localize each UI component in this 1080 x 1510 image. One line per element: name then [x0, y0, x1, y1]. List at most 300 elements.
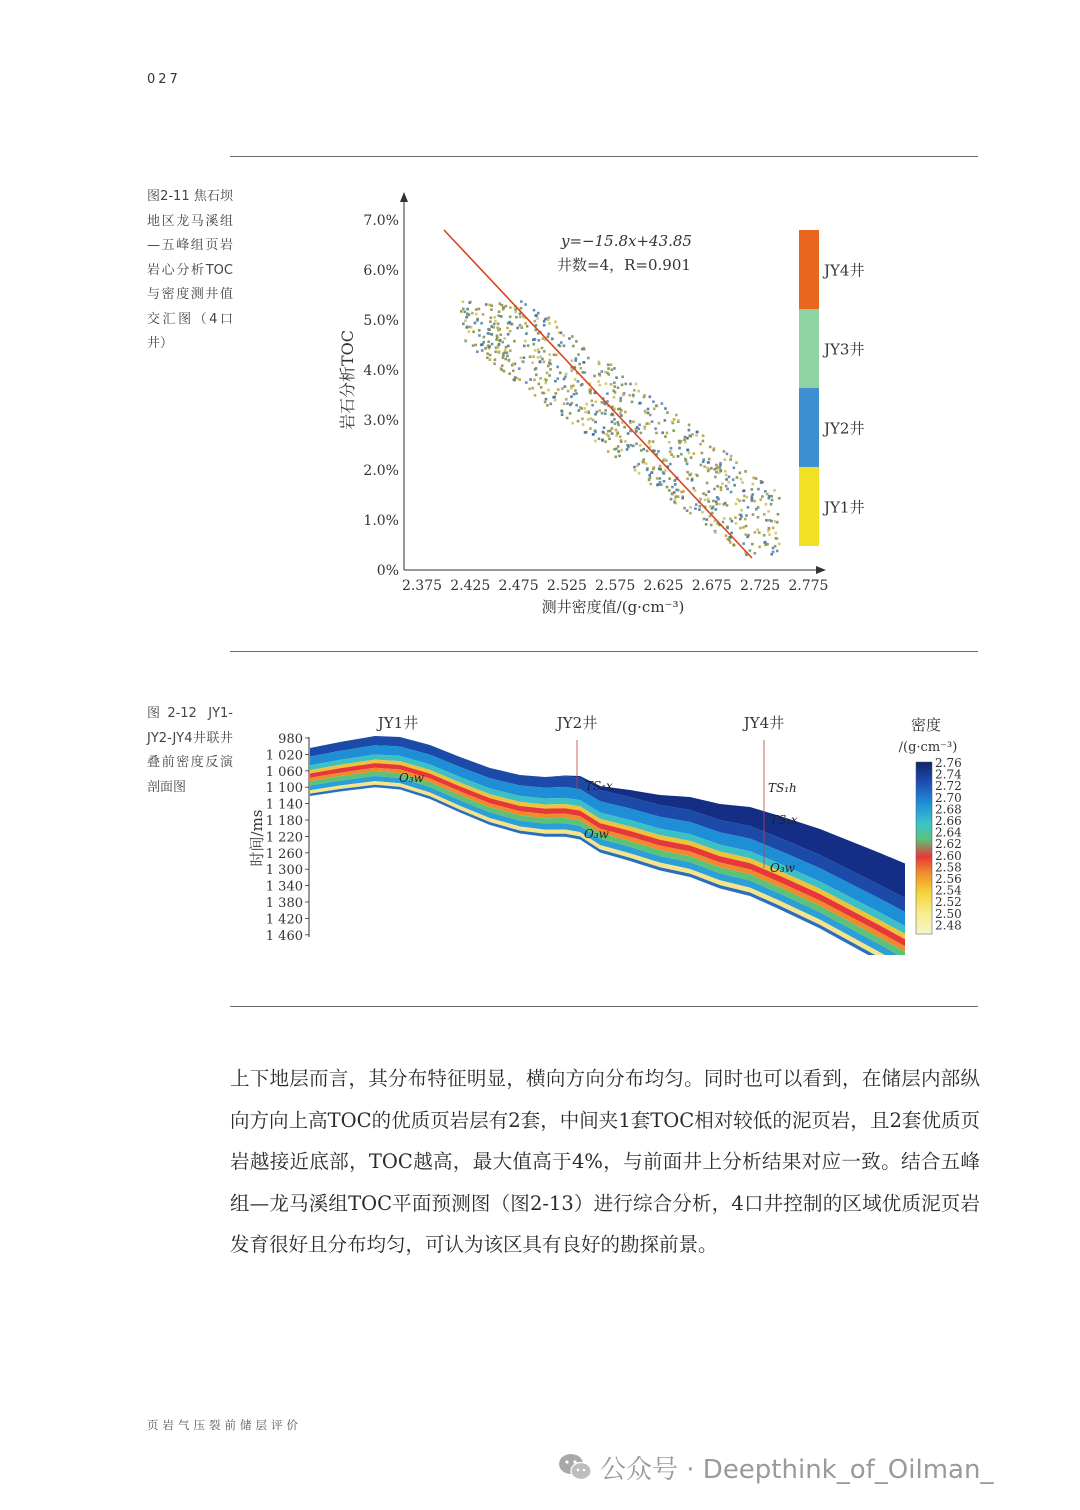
scatter-point: [460, 310, 463, 313]
fit-stats: 井数=4，R=0.901: [557, 256, 691, 274]
section-y-tick-label: 1 020: [265, 748, 303, 764]
colorbar-title: 密度: [910, 716, 942, 734]
colorbar-tick-label: 2.76: [935, 756, 962, 770]
section-y-tick-label: 1 340: [265, 879, 303, 895]
y-tick-label: 2.0%: [363, 463, 399, 479]
scatter-point: [620, 414, 623, 417]
scatter-point: [617, 445, 620, 448]
scatter-point: [658, 468, 661, 471]
scatter-point: [735, 522, 738, 525]
scatter-point: [715, 503, 718, 506]
scatter-point: [593, 375, 596, 378]
scatter-point: [620, 449, 623, 452]
scatter-point: [669, 450, 672, 453]
scatter-point: [574, 389, 577, 392]
scatter-point: [525, 381, 528, 384]
top-rule: [230, 156, 978, 157]
scatter-point: [688, 452, 691, 455]
scatter-point: [489, 354, 492, 357]
scatter-point: [740, 515, 743, 518]
scatter-point: [462, 301, 465, 304]
scatter-point: [563, 344, 566, 347]
scatter-point: [565, 398, 568, 401]
scatter-point: [732, 544, 735, 547]
scatter-point: [684, 436, 687, 439]
scatter-point: [701, 452, 704, 455]
colorbar-tick-label: 2.68: [935, 802, 962, 817]
scatter-point: [624, 383, 627, 386]
scatter-point: [757, 516, 760, 519]
scatter-point: [620, 409, 623, 412]
scatter-point: [572, 345, 575, 348]
scatter-point: [652, 400, 655, 403]
scatter-point: [632, 394, 635, 397]
scatter-point: [599, 384, 602, 387]
scatter-point: [686, 449, 689, 452]
horizon-label: O₃w: [770, 861, 795, 875]
scatter-point: [470, 326, 473, 329]
scatter-point: [573, 393, 576, 396]
scatter-point: [698, 508, 701, 511]
scatter-point: [486, 356, 489, 359]
scatter-point: [524, 303, 527, 306]
wechat-icon: [558, 1452, 592, 1482]
scatter-point: [497, 347, 500, 350]
scatter-point: [561, 410, 564, 413]
y-tick-label: 0%: [376, 563, 399, 579]
scatter-point: [684, 441, 687, 444]
scatter-point: [656, 484, 659, 487]
scatter-point: [617, 424, 620, 427]
scatter-point: [741, 481, 744, 484]
scatter-point: [623, 426, 626, 429]
scatter-point: [478, 329, 481, 332]
scatter-point: [531, 387, 534, 390]
scatter-point: [546, 335, 549, 338]
scatter-point: [774, 520, 777, 523]
scatter-point: [538, 339, 541, 342]
scatter-point: [670, 498, 673, 501]
scatter-point: [598, 361, 601, 364]
scatter-point: [569, 412, 572, 415]
scatter-point: [554, 380, 557, 383]
scatter-point: [615, 376, 618, 379]
scatter-point: [583, 407, 586, 410]
scatter-point: [632, 420, 635, 423]
scatter-point: [509, 306, 512, 309]
scatter-point: [770, 520, 773, 523]
scatter-point: [709, 505, 712, 508]
scatter-point: [682, 490, 685, 493]
scatter-point: [768, 528, 771, 531]
scatter-point: [720, 489, 723, 492]
scatter-point: [760, 480, 763, 483]
scatter-point: [535, 367, 538, 370]
scatter-point: [584, 431, 587, 434]
scatter-point: [584, 411, 587, 414]
scatter-point: [745, 514, 748, 517]
scatter-point: [614, 407, 617, 410]
scatter-point: [778, 543, 781, 546]
scatter-point: [730, 455, 733, 458]
scatter-point: [761, 495, 764, 498]
scatter-point: [626, 448, 629, 451]
scatter-point: [542, 337, 545, 340]
scatter-point: [718, 503, 721, 506]
scatter-point: [733, 484, 736, 487]
scatter-point: [678, 440, 681, 443]
scatter-point: [569, 404, 572, 407]
scatter-point: [478, 308, 481, 311]
scatter-point: [673, 455, 676, 458]
scatter-point: [511, 323, 514, 326]
scatter-point: [635, 383, 638, 386]
scatter-point: [505, 346, 508, 349]
scatter-point: [604, 440, 607, 443]
x-tick-label: 2.475: [498, 578, 539, 594]
y-tick-labels: [363, 213, 399, 579]
scatter-point: [715, 508, 718, 511]
well-label-jy2: JY2井: [556, 714, 598, 732]
scatter-point: [751, 497, 754, 500]
scatter-point: [654, 427, 657, 430]
scatter-point: [543, 361, 546, 364]
scatter-point: [674, 483, 677, 486]
scatter-point: [678, 447, 681, 450]
scatter-point: [468, 301, 471, 304]
scatter-point: [627, 446, 630, 449]
scatter-point: [633, 466, 636, 469]
scatter-point: [594, 400, 597, 403]
scatter-point: [666, 432, 669, 435]
scatter-point: [669, 463, 672, 466]
scatter-point: [474, 344, 477, 347]
scatter-point: [764, 490, 767, 493]
scatter-point: [464, 339, 467, 342]
scatter-point: [664, 407, 667, 410]
scatter-point: [582, 361, 585, 364]
scatter-point: [689, 506, 692, 509]
scatter-point: [670, 447, 673, 450]
scatter-point: [633, 389, 636, 392]
scatter-point: [519, 316, 522, 319]
scatter-point: [656, 477, 659, 480]
scatter-point: [476, 350, 479, 353]
scatter-point: [747, 506, 750, 509]
scatter-point: [601, 412, 604, 415]
scatter-point: [766, 493, 769, 496]
scatter-point: [580, 367, 583, 370]
scatter-point: [526, 325, 529, 328]
scatter-point: [686, 437, 689, 440]
scatter-point: [767, 510, 770, 513]
scatter-point: [706, 467, 709, 470]
scatter-point: [611, 413, 614, 416]
section-y-tick-label: 1 300: [265, 863, 303, 879]
scatter-point: [674, 479, 677, 482]
scatter-point: [520, 357, 523, 360]
scatter-point: [544, 318, 547, 321]
legend-swatch: [799, 388, 819, 467]
scatter-point: [759, 498, 762, 501]
scatter-point: [607, 363, 610, 366]
section-y-tick-label: 1 460: [265, 928, 303, 944]
scatter-point: [740, 478, 743, 481]
scatter-point: [634, 469, 637, 472]
scatter-point: [600, 401, 603, 404]
scatter-point: [568, 337, 571, 340]
scatter-point: [490, 333, 493, 336]
scatter-point: [629, 383, 632, 386]
scatter-point: [638, 472, 641, 475]
colorbar-tick-label: 2.64: [935, 825, 962, 840]
body-text: 上下地层而言，其分布特征明显，横向方向分布均匀。同时也可以看到，在储层内部纵向方向上高TOC的优质页岩层有2套，中间夹1套TOC相对较低的泥页岩，且2套优质页岩越接近底部，TOC越高，最大值高于4%，与前面井上分析结果对应一致。结合五峰组—龙马溪组TOC平面预测图（图2-13）进行综合分析，4口井控制的区域优质泥页岩发育很好且分布均匀，可认为该区具有良好的勘探前景。: [230, 1067, 980, 1256]
scatter-point: [546, 404, 549, 407]
section-y-tick-label: 1 380: [265, 896, 303, 911]
scatter-point: [544, 382, 547, 385]
scatter-point: [619, 400, 622, 403]
scatter-point: [765, 519, 768, 522]
scatter-point: [735, 461, 738, 464]
scatter-point: [502, 352, 505, 355]
y-axis-arrow: [400, 192, 408, 202]
scatter-point: [768, 533, 771, 536]
scatter-point: [736, 476, 739, 479]
scatter-point: [575, 392, 578, 395]
scatter-point: [493, 323, 496, 326]
scatter-point: [705, 494, 708, 497]
scatter-point: [607, 430, 610, 433]
scatter-point: [694, 489, 697, 492]
scatter-point: [619, 412, 622, 415]
scatter-point: [582, 371, 585, 374]
scatter-point: [726, 527, 729, 530]
scatter-point: [497, 314, 500, 317]
scatter-point: [642, 448, 645, 451]
scatter-point: [490, 308, 493, 311]
scatter-point: [696, 431, 699, 434]
scatter-point: [742, 490, 745, 493]
scatter-point: [498, 310, 501, 313]
scatter-point: [463, 310, 466, 313]
scatter-point: [562, 334, 565, 337]
scatter-point: [758, 546, 761, 549]
scatter-point: [547, 365, 550, 368]
scatter-point: [663, 480, 666, 483]
colorbar-unit: /(g·cm⁻³): [898, 740, 958, 755]
scatter-point: [589, 427, 592, 430]
scatter-point: [500, 315, 503, 318]
scatter-point: [770, 503, 773, 506]
scatter-point: [643, 427, 646, 430]
scatter-point: [525, 332, 528, 335]
scatter-point: [673, 418, 676, 421]
scatter-point: [497, 327, 500, 330]
scatter-point: [570, 395, 573, 398]
scatter-point: [776, 550, 779, 553]
scatter-point: [607, 367, 610, 370]
scatter-point: [690, 456, 693, 459]
scatter-point: [541, 392, 544, 395]
scatter-point: [603, 426, 606, 429]
scatter-point: [730, 532, 733, 535]
scatter-point: [668, 441, 671, 444]
scatter-point: [610, 383, 613, 386]
scatter-point: [728, 481, 731, 484]
scatter-point: [689, 512, 692, 515]
scatter-point: [665, 459, 668, 462]
scatter-point: [728, 539, 731, 542]
scatter-point: [729, 541, 732, 544]
scatter-point: [555, 392, 558, 395]
scatter-point: [548, 353, 551, 356]
scatter-point: [513, 340, 516, 343]
scatter-point: [577, 420, 580, 423]
scatter-point: [592, 419, 595, 422]
x-tick-label: 2.775: [788, 578, 829, 594]
y-tick-label: 5.0%: [363, 313, 399, 329]
scatter-point: [705, 523, 708, 526]
scatter-point: [493, 362, 496, 365]
scatter-point: [462, 308, 465, 311]
scatter-point: [539, 360, 542, 363]
scatter-point: [714, 476, 717, 479]
scatter-point: [504, 358, 507, 361]
scatter-point: [575, 340, 578, 343]
scatter-point: [739, 527, 742, 530]
scatter-point: [740, 509, 743, 512]
scatter-point: [686, 477, 689, 480]
scatter-point: [733, 467, 736, 470]
scatter-point: [504, 349, 507, 352]
scatter-point: [757, 488, 760, 491]
scatter-point: [704, 498, 707, 501]
scatter-point: [724, 458, 727, 461]
scatter-point: [529, 378, 532, 381]
scatter-point: [763, 513, 766, 516]
section-y-tick-label: 1 220: [265, 830, 303, 846]
y-tick-label: 4.0%: [363, 363, 399, 379]
legend-swatch: [799, 467, 819, 546]
density-section-bands: [310, 736, 905, 955]
scatter-point: [655, 404, 658, 407]
scatter-point: [729, 518, 732, 521]
scatter-point: [528, 388, 531, 391]
scatter-point: [583, 348, 586, 351]
scatter-point: [718, 471, 721, 474]
scatter-point: [742, 542, 745, 545]
scatter-point: [566, 417, 569, 420]
scatter-point: [497, 322, 500, 325]
legend-label: JY3井: [824, 340, 865, 359]
scatter-point: [707, 461, 710, 464]
scatter-point: [564, 385, 567, 388]
scatter-point: [509, 330, 512, 333]
scatter-point: [628, 394, 631, 397]
scatter-point: [613, 367, 616, 370]
scatter-point: [538, 383, 541, 386]
scatter-point: [515, 311, 518, 314]
colorbar-tick-label: 2.56: [935, 872, 962, 886]
scatter-point: [585, 403, 588, 406]
scatter-point: [648, 422, 651, 425]
scatter-point: [715, 464, 718, 467]
x-tick-label: 2.625: [643, 578, 684, 594]
scatter-point: [683, 438, 686, 441]
scatter-point: [663, 472, 666, 475]
section-y-tick-label: 1 420: [265, 912, 303, 928]
scatter-point: [729, 458, 732, 461]
colorbar-tick-label: 2.72: [935, 779, 962, 794]
scatter-point: [488, 345, 491, 348]
scatter-point: [464, 319, 467, 322]
scatter-point: [599, 374, 602, 377]
scatter-point: [610, 363, 613, 366]
scatter-point: [506, 327, 509, 330]
scatter-point: [613, 385, 616, 388]
scatter-point: [540, 386, 543, 389]
scatter-point: [535, 374, 538, 377]
x-axis-arrow: [816, 566, 826, 574]
scatter-point: [671, 421, 674, 424]
scatter-point: [657, 450, 660, 453]
scatter-point: [617, 386, 620, 389]
colorbar-tick-labels: [935, 756, 962, 932]
scatter-point: [703, 518, 706, 521]
scatter-point: [756, 528, 759, 531]
colorbar-tick-label: 2.54: [935, 883, 962, 898]
scatter-point: [622, 394, 625, 397]
scatter-point: [689, 435, 692, 438]
scatter-point: [621, 376, 624, 379]
scatter-point: [638, 423, 641, 426]
scatter-point: [648, 474, 651, 477]
scatter-point: [777, 513, 780, 516]
scatter-point: [734, 516, 737, 519]
scatter-point: [677, 495, 680, 498]
scatter-point: [587, 411, 590, 414]
scatter-point: [673, 491, 676, 494]
scatter-point: [509, 349, 512, 352]
scatter-point: [532, 343, 535, 346]
toc-density-scatter-chart: [330, 180, 890, 630]
scatter-point: [707, 500, 710, 503]
scatter-point: [674, 498, 677, 501]
scatter-point: [655, 432, 658, 435]
scatter-point: [494, 350, 497, 353]
scatter-point: [531, 361, 534, 364]
scatter-point: [575, 404, 578, 407]
scatter-point: [767, 497, 770, 500]
scatter-point: [660, 483, 663, 486]
scatter-point: [560, 332, 563, 335]
scatter-point: [677, 419, 680, 422]
legend-label: JY1井: [824, 498, 865, 517]
scatter-point: [499, 333, 502, 336]
scatter-point: [560, 341, 563, 344]
scatter-point: [596, 411, 599, 414]
scatter-point: [503, 337, 506, 340]
scatter-point: [644, 410, 647, 413]
scatter-point: [725, 478, 728, 481]
scatter-point: [493, 316, 496, 319]
scatter-point: [490, 325, 493, 328]
scatter-point: [771, 499, 774, 502]
scatter-point: [551, 338, 554, 341]
scatter-point: [639, 444, 642, 447]
scatter-point: [721, 482, 724, 485]
scatter-point: [724, 470, 727, 473]
